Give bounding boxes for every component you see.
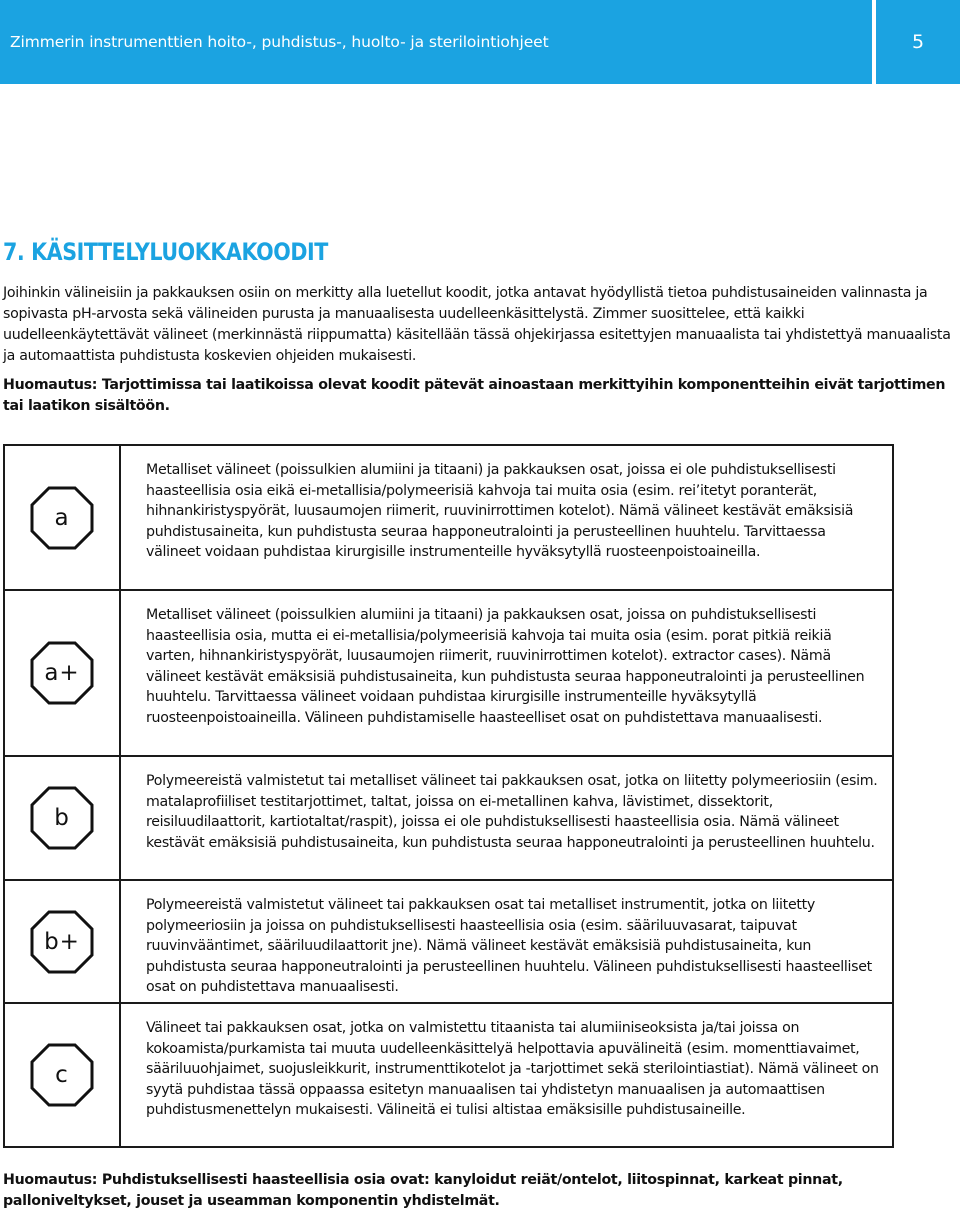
code-description: Metalliset välineet (poissulkien alumiini ja titaani) ja pakkauksen osat, joissa ei ole puhdistuksellisesti haasteellisia osia eikä ei-metallisia/polymeerisiä kahvoja tai muita osia (esim. rei’itetyt poranterät, hihnankiristyspyörät, luusaumojen riimerit, ruuvinirrottimen kotelot). Nämä välineet kestävät emäksisiä puhdistusaineita, kun puhdistusta seuraa happoneutralointi ja perusteellinen huuhtelu. Tarvittaessa välineet voidaan puhdistaa kirurgisille instrumenteille hyväksytyllä ruosteenpoistoaineilla.: [121, 446, 894, 589]
section-heading: 7. KÄSITTELYLUOKKAKOODIT: [3, 238, 328, 266]
page-number: 5: [911, 31, 925, 53]
code-label: c: [55, 1062, 69, 1088]
code-description: Polymeereistä valmistetut tai metalliset välineet tai pakkauksen osat, jotka on liitetty polymeeriosiin (esim. matalaprofiiliset testitarjottimet, taltat, joissa on ei-metallinen kahva, lävistimet, dissektorit, reisiluudilaattorit, kartiotaltat/raspit), joissa ei ole puhdistuksellisesti haasteellisia osia. Nämä välineet kestävät emäksisiä puhdistusaineita, kun puhdistusta seuraa happoneutralointi ja perusteellinen huuhtelu.: [121, 757, 894, 879]
code-row-a-plus: [5, 591, 894, 757]
header-bar: [0, 0, 872, 84]
code-label: b: [54, 805, 70, 831]
code-label: a+: [44, 660, 80, 686]
document-title: Zimmerin instrumenttien hoito-, puhdistus-, huolto- ja sterilointiohjeet: [10, 33, 549, 51]
code-table: [3, 444, 894, 1148]
code-cell: [5, 591, 121, 755]
code-cell: [5, 881, 121, 1002]
code-cell: [5, 1004, 121, 1146]
code-label: a: [54, 504, 70, 531]
code-description: Metalliset välineet (poissulkien alumiini ja titaani) ja pakkauksen osat, joissa on puhdistuksellisesti haasteellisia osia, mutta ei ei-metallisia/polymeerisiä kahvoja tai muita osia (esim. porat pitkiä reikiä varten, hihnankiristyspyörät, luusaumojen riimerit, ruuvinirrottimen kotelot). extractor cases). Nämä välineet kestävät emäksisiä puhdistusaineita, kun puhdistusta seuraa happoneutralointi ja perusteellinen huuhtelu. Tarvittaessa välineet voidaan puhdistaa kirurgisille instrumenteille hyväksytyllä ruosteenpoistoaineilla. Välineen puhdistamiselle haasteelliset osat on puhdistettava manuaalisesti.: [121, 591, 894, 755]
code-cell: [5, 757, 121, 879]
octagon-icon: [30, 641, 94, 705]
page-number-box: [876, 0, 960, 84]
code-label: b+: [44, 928, 80, 955]
octagon-icon: [30, 1043, 94, 1107]
code-row-b-plus: [5, 881, 894, 1004]
code-row-c: [5, 1004, 894, 1148]
code-cell: [5, 446, 121, 589]
code-description: Välineet tai pakkauksen osat, jotka on valmistettu titaanista tai alumiiniseoksista ja/tai joissa on kokoamista/purkamista tai muuta uudelleenkäsittelyä helpottavia apuvälineitä (esim. momenttiavaimet, sääriluuohjaimet, suojusleikkurit, instrumenttikotelot ja -tarjottimet sekä sterilointiastiat). Nämä välineet on syytä puhdistaa tässä oppaassa esitetyn manuaalisen tai yhdistetyn manuaalisen ja automaattisen puhdistusmenettelyn mukaisesti. Välineitä ei tulisi altistaa emäksisille puhdistusaineille.: [121, 1004, 894, 1146]
code-row-b: [5, 757, 894, 881]
tray-note: Huomautus: Tarjottimissa tai laatikoissa olevat koodit pätevät ainoastaan merkittyihin komponentteihin eivät tarjottimen tai laatikon sisältöön.: [3, 377, 946, 414]
code-row-a: [5, 446, 894, 591]
octagon-icon: [30, 786, 94, 850]
octagon-icon: [30, 910, 94, 974]
intro-paragraph: Joihinkin välineisiin ja pakkauksen osiin on merkitty alla luetellut koodit, jotka antavat hyödyllistä tietoa puhdistusaineiden valinnasta ja sopivasta pH-arvosta sekä välineiden purusta ja manuaalisesta uudelleenkäsittelystä. Zimmer suosittelee, että kaikki uudelleenkäytettävät välineet (merkinnästä riippumatta) käsitellään tässä ohjekirjassa esitettyjen manuaalista tai yhdistettyä manuaalista ja automaattista puhdistusta koskevien ohjeiden mukaisesti.: [3, 285, 951, 364]
footer-note: Huomautus: Puhdistuksellisesti haasteellisia osia ovat: kanyloidut reiät/ontelot, liitospinnat, karkeat pinnat, palloniveltykset, jouset ja useamman komponentin yhdistelmät.: [3, 1172, 843, 1209]
code-description: Polymeereistä valmistetut välineet tai pakkauksen osat tai metalliset instrumentit, jotka on liitetty polymeeriosiin ja joissa on puhdistuksellisesti haasteellisia osia (esim. sääriluuvasarat, taipuvat ruuvinvääntimet, sääriluudilaattorit jne). Nämä välineet kestävät emäksisiä puhdistusaineita, kun puhdistusta seuraa happoneutralointi ja perusteellinen huuhtelu. Välineen puhdistuksellisesti haasteelliset osat on puhdistettava manuaalisesti.: [121, 881, 894, 1002]
intro-text: [3, 283, 953, 425]
octagon-icon: [30, 486, 94, 550]
